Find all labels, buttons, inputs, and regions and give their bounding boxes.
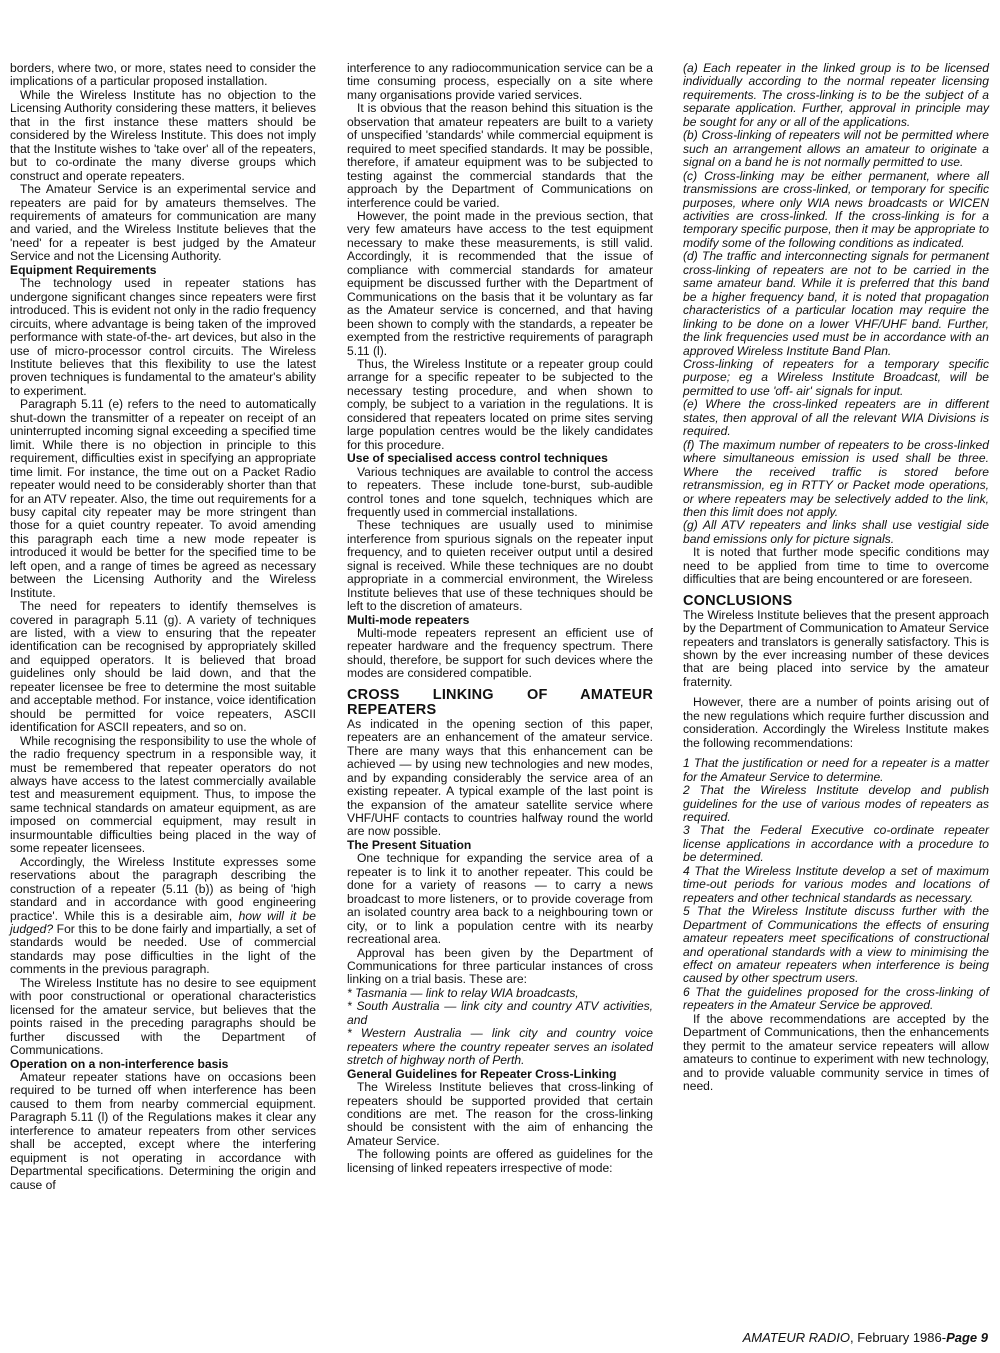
guideline-item: (c) Cross-linking may be either permanent, where all transmissions are cross-linked, or temporary for specific purposes, where only WIA news broadcasts or WICEN activities are cross-linked. If the cross-linking is for a temporary specific purpose, then it may be appropriate to modify some of the following conditions as indicated. [683, 168, 989, 250]
paragraph: The Wireless Institute believes that the present approach by the Department of Communication to Amateur Service repeaters and translators is generally satisfactory. This is shown by the ever increasing number of these devices that are being placed into service by the amateur fraternity. [683, 607, 989, 689]
recommendation-item: 1 That the justification or need for a repeater is a matter for the Amateur Service to determine. [683, 756, 989, 784]
paragraph: Amateur repeater stations have on occasions been required to be turned off when interference has been caused to them from nearby commercial equipment. Paragraph 5.11 (l) of the Regulations makes it clear any interference to amateur repeaters from other services shall be accepted, except where the interfering equipment is not operating in accordance with Departmental specifications. Determining the origin and cause of [10, 1069, 316, 1192]
subheading-present-situation: The Present Situation [347, 837, 472, 852]
paragraph: interference to any radiocommunication service can be a time consuming process, especially on a site where many organisations provide varied services. [347, 61, 653, 102]
bullet-item: * South Australia — link city and country ATV activities, and [347, 999, 653, 1027]
paragraph: It is noted that further mode specific conditions may need to be applied from time to time to overcome difficulties that are being encountered or are foreseen. [683, 545, 989, 587]
guideline-item: (b) Cross-linking of repeaters will not be permitted where such an arrangement allows an amateur to originate a signal on a band he is not normally permitted to use. [683, 128, 989, 170]
recommendation-item: 5 That the Wireless Institute discuss further with the Department of Communications the effects of ensuring amateur repeaters meet specifications of constructional and operational standards with a view to minimising the effect on amateur repeaters when interference is being caused by other spectrum users. [683, 904, 989, 986]
bullet-item: * Western Australia — link city and country voice repeaters where the country repeater serves an isolated stretch of highway north of Perth. [347, 1026, 653, 1068]
paragraph: The technology used in repeater stations has undergone significant changes since repeaters were first introduced. This is evident not only in the radio frequency circuits, where advantage is being taken of the improved performance with state-of-the- art devices, but also in the use of micro-processor control circuits. The Wireless Institute believes that this flexibility to use the latest proven techniques is fundamental to the amateur's ability to experiment. [10, 276, 316, 398]
section-heading-conclusions: CONCLUSIONS [683, 592, 793, 609]
guideline-item: (e) Where the cross-linked repeaters are in different states, then approval of all the relevant WIA Divisions is required. [683, 397, 989, 439]
column-2 [347, 62, 653, 1175]
paragraph: Multi-mode repeaters represent an efficient use of repeater hardware and the frequency spectrum. There should, therefore, be support for such devices where the modes are considered compatible. [347, 626, 653, 681]
guideline-item: (d) The traffic and interconnecting signals for permanent cross-linking of repeaters are not to be carried in the same amateur band. While it is preferred that this band be a higher frequency band, it is noted that propagation characteristics of a particular location may require the linking to be done on a lower VHF/UHF band. Further, the link frequencies used must be in accordance with an approved Wireless Institute Band Plan. [683, 249, 989, 358]
guideline-item: (a) Each repeater in the linked group is to be licensed individually according to the normal repeater licensing requirements. The cross-linking is to be the subject of a separate application. Further, approval in principle may be sought for any or all of the applications. [683, 61, 989, 129]
guideline-item: Cross-linking of repeaters for a temporary specific purpose; eg a Wireless Institute Broadcast, will be permitted to use 'off- air' signals for input. [683, 356, 989, 398]
recommendation-item: 2 That the Wireless Institute develop and publish guidelines for the use of various modes of repeaters as required. [683, 783, 989, 825]
paragraph: Paragraph 5.11 (e) refers to the need to automatically shut-down the transmitter of a repeater on receipt of an uninterrupted incoming signal exceeding a specified time limit. While there is no objection in principle to this requirement, difficulties exist in specifying an appropriate time limit. For instance, the time out on a Packet Radio repeater would need to be considerably shorter than that for an ATV repeater. Also, the time out requirements for a busy capital city repeater may be more stringent than those for a quiet country repeater. To avoid amending this paragraph each time a new mode repeater is introduced it would be better for the specified time to be left open, and a range of times be agreed as necessary between the Licensing Authority and the Wireless Institute. [10, 397, 316, 600]
publication-name: AMATEUR RADIO [742, 1330, 850, 1345]
paragraph: If the above recommendations are accepted by the Department of Communications, then the enhancements they permit to the amateur service repeaters will allow amateurs to continue to experiment with new technology, and to provide valuable community service in times of need. [683, 1011, 989, 1094]
subheading-non-interference: Operation on a non-interference basis [10, 1056, 229, 1071]
paragraph: The Amateur Service is an experimental service and repeaters are paid for by amateurs themselves. The requirements of amateurs for communication are many and varied, and the Wireless Institute believes that the 'need' for a repeater is best judged by the Amateur Service and not the Licensing Authority. [10, 182, 316, 264]
paragraph: borders, where two, or more, states need to consider the implications of a particular proposed installation. [10, 61, 316, 89]
page-footer [743, 1330, 988, 1345]
paragraph: Approval has been given by the Department of Communications for three particular instances of cross linking on a trial basis. These are: [347, 945, 653, 987]
paragraph: However, there are a number of points arising out of the new regulations which require further discussion and consideration. Accordingly the Wireless Institute makes the following recommendations: [683, 695, 989, 750]
section-heading-cross-linking: CROSS LINKING OF AMATEUR REPEATERS [347, 686, 653, 718]
recommendation-item: 4 That the Wireless Institute develop a set of maximum time-out periods for various modes and locations of repeaters and other technical standards as necessary. [683, 863, 989, 905]
paragraph: As indicated in the opening section of this paper, repeaters are an enhancement of the amateur service. There are many ways that this enhancement can be achieved — by using new technologies and new modes, and by expanding considerably the service area of an existing repeater. A typical example of the last point is the expansion of the amateur satellite service where VHF/UHF contacts to countries halfway round the world are now possible. [347, 716, 653, 839]
emphasis-text: how will it be judged? [10, 908, 317, 936]
paragraph: The need for repeaters to identify themselves is covered in paragraph 5.11 (g). A variety of techniques are listed, with a view to ensuring that the repeater identification can be recognised by appropriately skilled and equipped operators. It is believed that broad guidelines only should be laid down, and that the repeater licensee be free to determine the most suitable and acceptable method. For instance, voice identification should be permitted for voice repeaters, ASCII identification for ASCII repeaters, and so on. [10, 599, 316, 735]
recommendation-item: 3 That the Federal Executive co-ordinate repeater license applications in accordance with a procedure to be determined. [683, 823, 989, 865]
paragraph: The Wireless Institute believes that cross-linking of repeaters should be supported provided that certain conditions are met. The reason for the cross-linking should be consistent with the aim of enhancing the Amateur Service. [347, 1080, 653, 1148]
paragraph: The Wireless Institute has no desire to see equipment with poor constructional or operational characteristics licensed for the amateur service, but believes that the points raised in the preceding paragraphs should be further discussed with the Department of Communications. [10, 975, 316, 1058]
column-1 [10, 62, 316, 1192]
guideline-item: (g) All ATV repeaters and links shall use vestigial side band emissions only for picture signals. [683, 518, 989, 546]
paragraph: One technique for expanding the service area of a repeater is to link it to another repeater. This could be done for a variety of reasons — to carry a news broadcast to more listeners, or to provide coverage from an isolated country area back to a neighbouring town or city, or to link a population centre with its nearby recreational area. [347, 851, 653, 947]
paragraph: It is obvious that the reason behind this situation is the observation that amateur repeaters are built to a variety of unspecified 'standards' while commercial equipment is required to meet specified standards. It may be possible, therefore, if amateur equipment was to be subjected to testing against the commercial standards that the approach by the Department of Communications on interference could be varied. [347, 101, 653, 210]
paragraph [10, 856, 316, 977]
paragraph-text: Accordingly, the Wireless Institute expresses some reservations about the paragraph describing the construction of a repeater (5.11 (b)) as being of 'high standard and in accordance with good engineering practice'. While this is a desirable aim, [10, 854, 316, 923]
guideline-item: (f) The maximum number of repeaters to be cross-linked where simultaneous emission is used shall be three. Where the received traffic is stored before retransmission, eg in RTTY or Packet mode operations, or where repeaters may be selectively added to the link, then this limit does not apply. [683, 437, 989, 519]
paragraph: However, the point made in the previous section, that very few amateurs have access to the test equipment necessary to make these measurements, is still valid. Accordingly, it is recommended that the issue of compliance with commercial standards for amateur equipment be discussed further with the Department of Communications on the basis that it be voluntary as far as the Amateur service is concerned, and that having been shown to comply with the standards, a repeater be exempted from the restrictive requirements of paragraph 5.11 (l). [347, 208, 653, 358]
paragraph: Thus, the Wireless Institute or a repeater group could arrange for a specific repeater to be subjected to the necessary testing procedure, and when shown to comply, be subject to a variation in the regulations. It is considered that repeaters located on prime sites serving large population centres would be the likely candidates for this procedure. [347, 356, 653, 452]
bullet-item: * Tasmania — link to relay WIA broadcasts, [347, 985, 579, 1000]
column-3 [683, 62, 989, 1094]
paragraph-text: For this to be done fairly and impartially, a set of standards would be needed. Use of commercial standards may pose difficulties in the light of the comments in the previous paragraph. [10, 922, 316, 977]
recommendation-item: 6 That the guidelines proposed for the cross-linking of repeaters in the Amateur Service be approved. [683, 984, 989, 1013]
issue-date: , February 1986- [849, 1330, 947, 1345]
paragraph: While the Wireless Institute has no objection to the Licensing Authority considering these matters, it believes that in the first instance these matters should be considered by the Wireless Institute. This does not imply that the Institute wishes to 'take over' all of the repeaters, but to co-ordinate the many diverse groups which construct and operate repeaters. [10, 87, 316, 183]
paragraph: The following points are offered as guidelines for the licensing of linked repeaters irrespective of mode: [347, 1147, 653, 1175]
subheading-general-guidelines: General Guidelines for Repeater Cross-Linking [347, 1066, 617, 1081]
subheading-multi-mode: Multi-mode repeaters [347, 612, 470, 627]
subheading-access-control: Use of specialised access control techniques [347, 451, 608, 466]
paragraph: These techniques are usually used to minimise interference from spurious signals on the repeater input frequency, and to quieten receiver output until a desired signal is received. While these techniques are no doubt appropriate in a commercial environment, the Wireless Institute believes that use of these techniques should be left to the discretion of amateurs. [347, 518, 653, 614]
page-number: Page 9 [946, 1330, 988, 1345]
paragraph: While recognising the responsibility to use the whole of the radio frequency spectrum in a responsible way, it must be remembered that repeater operators do not always have access to the latest commercially available test and measurement equipment. Thus, to impose the same technical standards on amateur equipment, as are imposed on commercial equipment, may result in insurmountable difficulties being placed in the way of some repeater licensees. [10, 733, 316, 856]
subheading-equipment-requirements: Equipment Requirements [10, 262, 157, 277]
paragraph: Various techniques are available to control the access to repeaters. These include tone-burst, sub-audible control tones and tone squelch, techniques which are frequently used in commercial installations. [347, 464, 653, 519]
